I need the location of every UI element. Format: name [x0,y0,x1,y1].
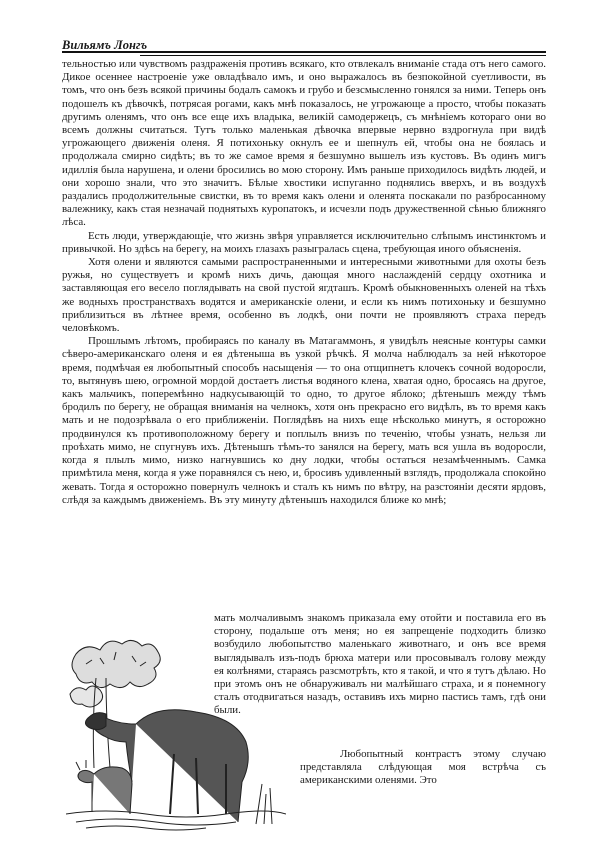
moose-illustration [66,634,286,834]
header-rule-thick [62,51,546,53]
paragraph: Хотя олени и являются самыми распространенными и интересными животными для охоты безъ ружья, но существуетъ и кромѣ нихъ дичь, дающая много наслажденій сердцу охотника и заставляющая его весело поглядывать на свой пустой ягдташъ. Кромѣ обыкновенныхъ оленей на тѣхъ же водныхъ пространствахъ водятся и американскіе олени, и если къ нимъ потихоньку и безшумно приблизиться въ лѣтнее время, особенно въ лодкѣ, они почти не проявляютъ страха передъ человѣкомъ. [62,256,546,335]
paragraph: тельностью или чувствомъ раздраженія противъ всякаго, кто отвлекалъ вниманіе стада отъ него самого. Дикое осеннее настроеніе уже овладѣвало имъ, и оно выражалось въ безпокойной суетливости, въ томъ, что онъ безъ всякой причины бодалъ самокъ и грубо и безсмысленно гонялся за ними. Теперь онъ подошелъ къ дѣвочкѣ, потрясая рогами, какъ мнѣ показалось, не угрожающе а просто, чтобы показать другимъ оленямъ, что онъ все еще ихъ владыка, великій самодержецъ, съ мнѣніемъ котораго они во всемъ должны считаться. Тутъ только маленькая дѣвочка впервые нервно вздрогнула при видѣ угрожающего движенія оленя. Я потихоньку окнулъ ее и шепнулъ ей, чтобы она не боялась и продолжала смирно сидѣть; въ то же самое время я безшумно вышелъ изъ кустовъ. Въ одинъ мигъ идиллія была нарушена, и олени бросились во мою сторону. Имъ раньше приходилось видѣть людей, и они хорошо знали, что это значитъ. Бѣлые хвостики испуганно поднялись вверхъ, и въ воздухѣ раздались продолжительные свистки, въ то время какъ олени и оленята поскакали по разбросанному валежнику, какъ стая незначай поднятыхъ куропатокъ, и исчезли подъ дружественной сѣнью ближняго лѣса. [62,58,546,229]
wrapped-text-1: мать молчаливымъ знакомъ приказала ему отойти и поставила его въ сторону, подальше отъ меня; но ея запрещеніе подходить близко возбудило любопытство маленькаго животнаго, и онъ все время выглядывалъ изъ-подъ брюха матери или просовывалъ голову между ея колѣнями, стараясь разсмотрѣть, кто я такой, и что я тутъ дѣлаю. Но при этомъ онъ не обнаруживалъ ни малѣйшаго страха, и я понемногу сталъ отодвигаться назадъ, оставивъ ихъ мирно пастись тамъ, гдѣ они были. [214,612,546,717]
body-text [62,58,546,507]
running-header [62,38,546,52]
wrapped-text-2: Любопытный контрастъ этому случаю представляла слѣдующая моя встрѣча съ американскими оленями. Это [300,748,546,787]
header-rule-thin [140,55,546,56]
paragraph: Есть люди, утверждающіе, что жизнь звѣря управляется исключительно слѣпымъ инстинктомъ и привычкой. Но здѣсь на берегу, на моихъ глазахъ разыгралась сцена, требующая иного объясненія. [62,229,546,255]
header-title: Вильямъ Лонгъ [62,38,148,52]
paragraph: Прошлымъ лѣтомъ, пробираясь по каналу въ Матагаммонъ, я увидѣлъ неясные контуры самки сѣверо-американскаго оленя и ея дѣтеныша въ узкой рѣчкѣ. Я молча наблюдалъ за ней нѣкоторое время, подмѣчая ея любопытный способъ насыщенія — то она отщипнетъ клочекъ сочной водоросли, то, вытянувъ шею, огромной мордой достаетъ листья водяного клена, хватая одно, бросаясь на другое, какъ мальчикъ, поперемѣнно надкусывающій то одно, то другое яблоко; дѣтенышъ между тѣмъ бродилъ по берегу, не обращая вниманія на челнокъ, хотя онъ прекрасно его видѣлъ, въ то время какъ мать и не подозрѣвала о его приближеніи. Поглядѣвъ на нихъ еще нѣсколько минутъ, я осторожно продвинулся къ противоположному берегу и поплылъ внизъ по теченію, чтобы узнать, нельзя ли проѣхать мимо, не спугнувъ ихъ. Дѣтенышъ тѣмъ-то занялся на берегу, мать вся ушла въ водоросли, когда я плылъ мимо, низко нагнувшись ко дну лодки, чтобы остаться незамѣченнымъ. Самка примѣтила меня, когда я уже поравнялся съ нею, и, бросивъ удивленный взглядъ, продолжала спокойно жевать. Тогда я осторожно повернулъ челнокъ и сталъ къ нимъ по вѣтру, на разстояніи десяти ярдовъ, слѣдя за каждымъ движеніемъ. Въ эту минуту дѣтенышъ находился ближе ко мнѣ; [62,335,546,506]
